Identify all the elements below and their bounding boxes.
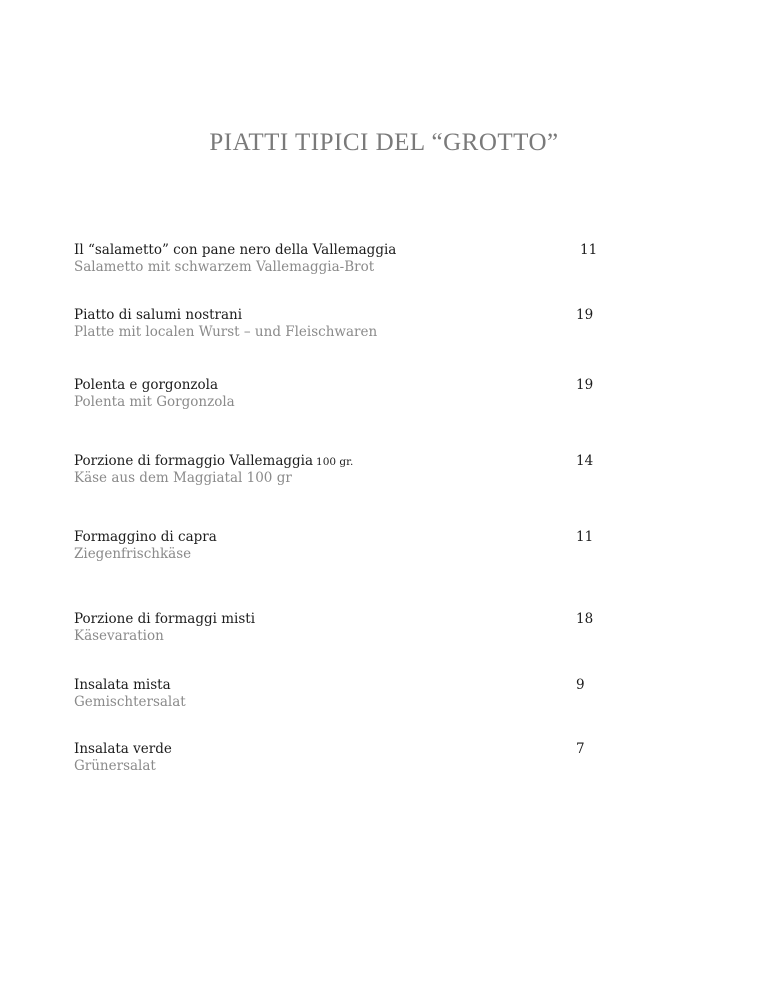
item-price: 11 (580, 242, 598, 258)
item-price: 9 (576, 677, 585, 693)
item-translation: Ziegenfrischkäse (74, 546, 192, 562)
item-price: 11 (576, 529, 594, 545)
item-name (74, 377, 218, 394)
item-translation: Salametto mit schwarzem Vallemaggia-Brot (74, 259, 375, 275)
item-translation: Grünersalat (74, 758, 156, 774)
menu-item-formaggio-vallemaggia (74, 453, 614, 493)
item-weight-note: 100 gr. (316, 456, 354, 468)
item-price: 19 (576, 377, 594, 393)
item-name (74, 307, 242, 324)
item-name-text: Porzione di formaggio Vallemaggia (74, 453, 314, 469)
item-translation: Käsevaration (74, 628, 164, 644)
item-translation: Käse aus dem Maggiatal 100 gr (74, 470, 292, 486)
item-price: 14 (576, 453, 594, 469)
item-name-text: Insalata verde (74, 741, 172, 757)
menu-item-polenta (74, 377, 614, 417)
item-name (74, 529, 217, 546)
menu-item-insalata-mista (74, 677, 614, 717)
item-price: 7 (576, 741, 585, 757)
menu-item-insalata-verde (74, 741, 614, 781)
item-name (74, 611, 255, 628)
menu-item-formaggino-capra (74, 529, 614, 569)
item-name-text: Polenta e gorgonzola (74, 377, 219, 393)
item-name-text: Il “salametto” con pane nero della Vallemaggia (74, 242, 397, 258)
item-name-text: Insalata mista (74, 677, 171, 693)
item-price: 19 (576, 307, 594, 323)
item-name (74, 677, 171, 694)
item-price: 18 (576, 611, 594, 627)
item-translation: Polenta mit Gorgonzola (74, 394, 235, 410)
item-translation: Gemischtersalat (74, 694, 186, 710)
menu-item-salumi (74, 307, 614, 347)
page-title: PIATTI TIPICI DEL “GROTTO” (209, 128, 559, 156)
item-name-text: Formaggino di capra (74, 529, 217, 545)
menu-item-formaggi-misti (74, 611, 614, 651)
item-name (74, 242, 396, 259)
item-name-text: Piatto di salumi nostrani (74, 307, 243, 323)
menu-item-salametto (74, 242, 614, 282)
item-name (74, 741, 172, 758)
item-name (74, 453, 353, 471)
item-name-text: Porzione di formaggi misti (74, 611, 256, 627)
item-translation: Platte mit localen Wurst – und Fleischwaren (74, 324, 378, 340)
